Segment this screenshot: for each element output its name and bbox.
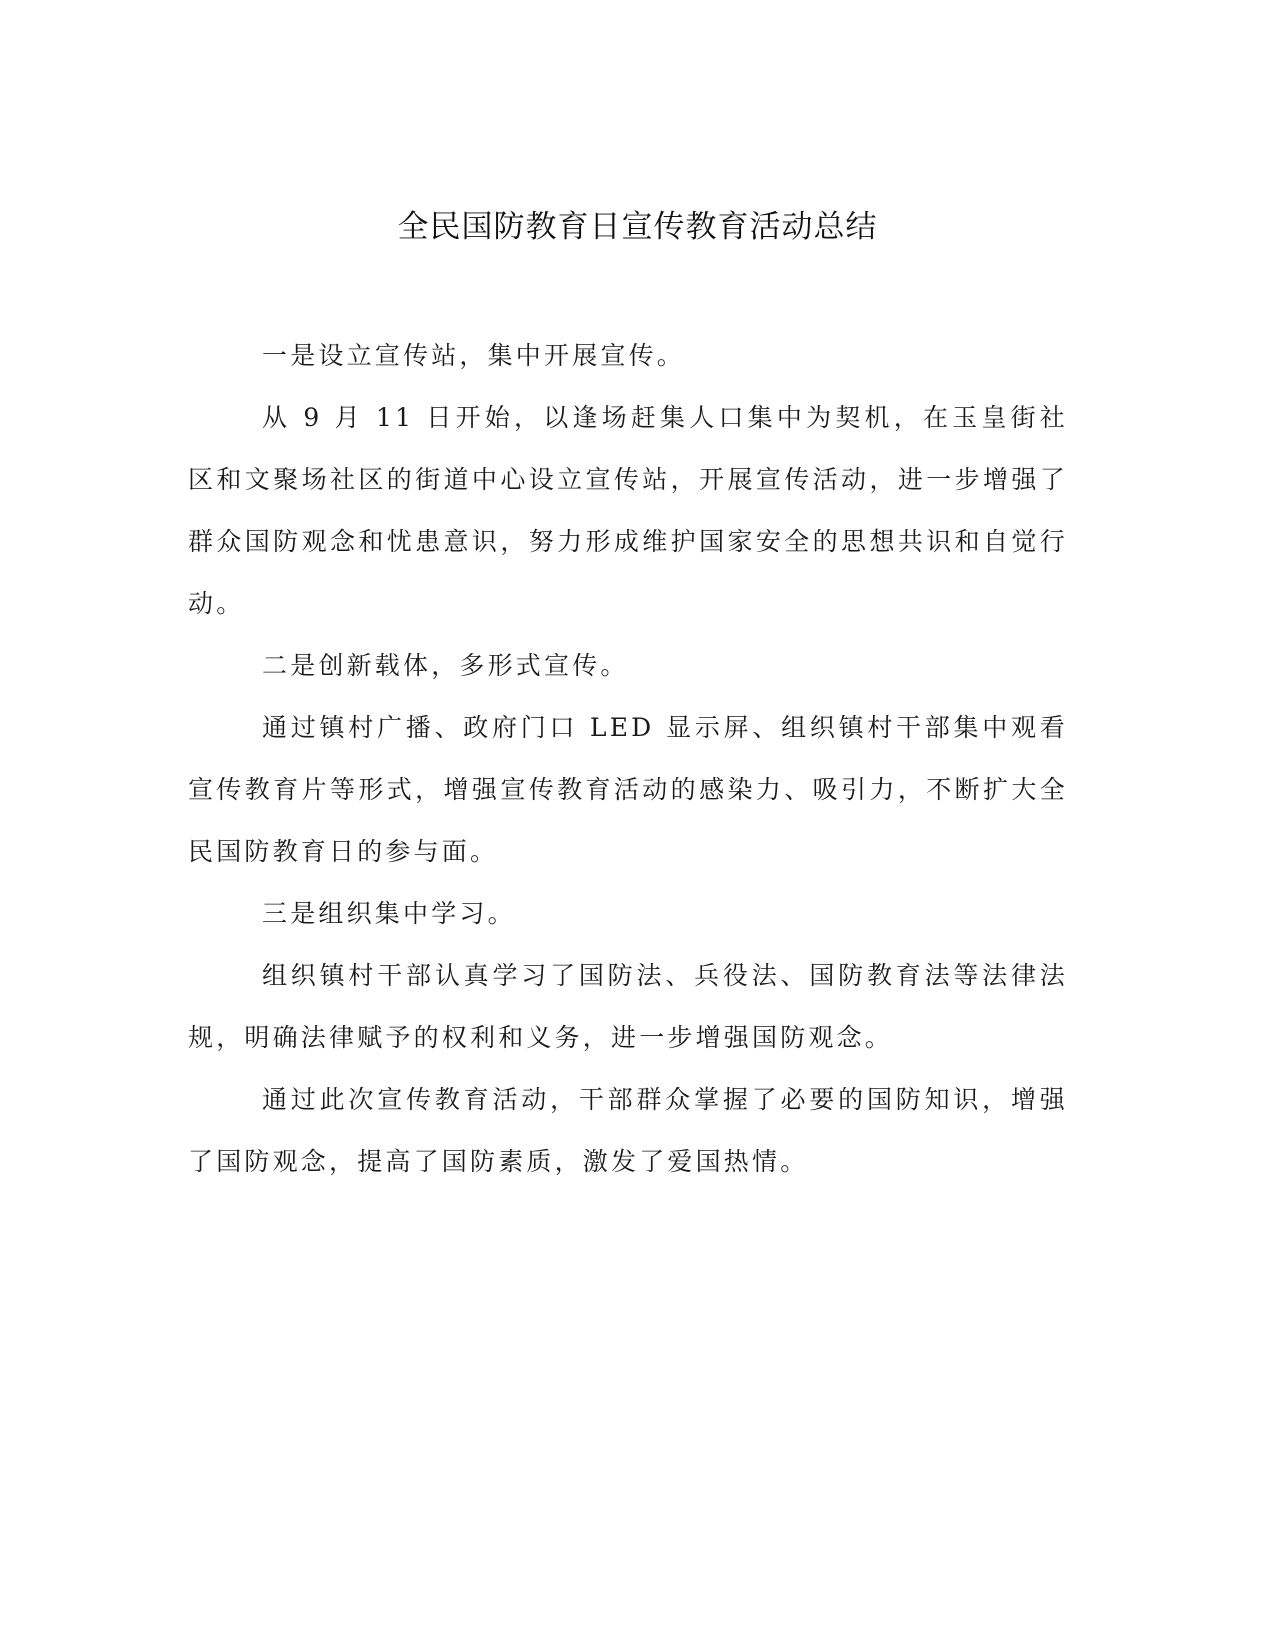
document-title: 全民国防教育日宣传教育活动总结 [397, 209, 878, 245]
document-body [188, 325, 1068, 1193]
body-paragraph-2: 通过镇村广播、政府门口 LED 显示屏、组织镇村干部集中观看宣传教育片等形式，增强宣传教育活动的感染力、吸引力，不断扩大全民国防教育日的参与面。 [188, 713, 1068, 866]
body-paragraph-1: 从 9 月 11 日开始，以逢场赶集人口集中为契机，在玉皇街社区和文聚场社区的街道中心设立宣传站，开展宣传活动，进一步增强了群众国防观念和忧患意识，努力形成维护国家安全的思想共识和自觉行动。 [188, 403, 1068, 618]
conclusion-paragraph: 通过此次宣传教育活动，干部群众掌握了必要的国防知识，增强了国防观念，提高了国防素质，激发了爱国热情。 [188, 1085, 1068, 1176]
heading-paragraph-2: 二是创新载体，多形式宣传。 [262, 651, 629, 680]
body-paragraph-3: 组织镇村干部认真学习了国防法、兵役法、国防教育法等法律法规，明确法律赋予的权利和义务，进一步增强国防观念。 [188, 961, 1068, 1052]
heading-paragraph-3: 三是组织集中学习。 [262, 899, 516, 928]
heading-paragraph-1: 一是设立宣传站，集中开展宣传。 [262, 341, 686, 370]
